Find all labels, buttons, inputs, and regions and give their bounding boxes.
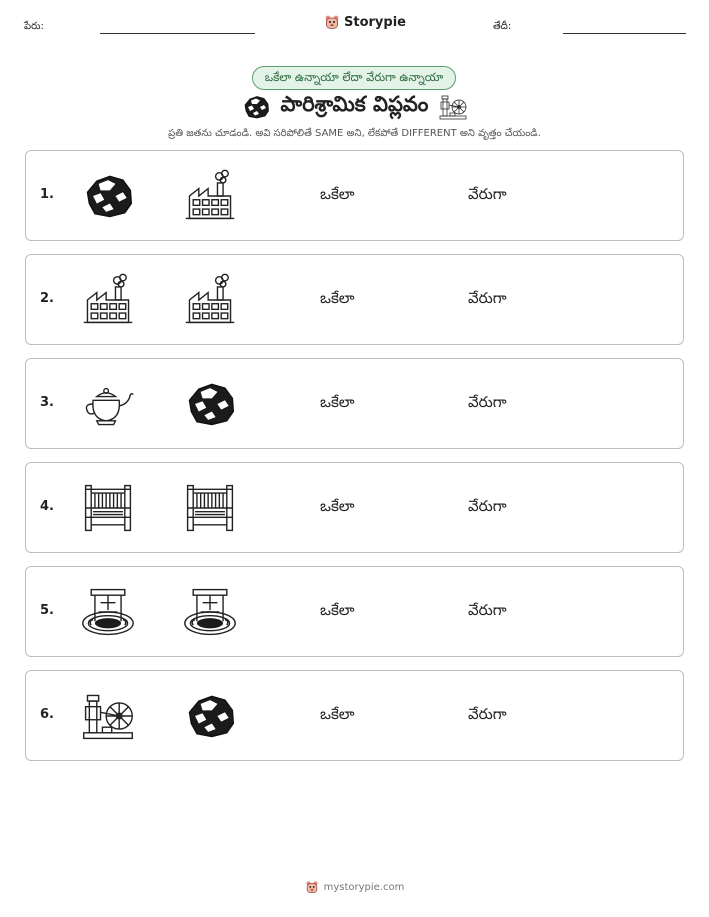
loom-icon xyxy=(80,480,136,536)
question-number: 2. xyxy=(40,291,54,306)
question-number: 4. xyxy=(40,499,54,514)
coal-icon xyxy=(241,92,271,122)
brand-logo xyxy=(324,14,406,30)
different-option[interactable]: వేరుగా xyxy=(468,185,507,203)
same-option[interactable]: ఒకేలా xyxy=(320,705,355,723)
question-row-6 xyxy=(25,670,684,761)
steam-engine-icon xyxy=(438,92,468,122)
loom-icon xyxy=(182,480,238,536)
coal-icon xyxy=(182,688,238,744)
footer xyxy=(0,880,709,894)
question-number: 5. xyxy=(40,603,54,618)
name-field[interactable] xyxy=(100,33,255,34)
same-option[interactable]: ఒకేలా xyxy=(320,497,355,515)
teapot-icon xyxy=(80,376,136,432)
question-row-3 xyxy=(25,358,684,449)
date-field[interactable] xyxy=(563,33,686,34)
date-label: తేదీ: xyxy=(493,21,512,32)
mine-shaft-icon xyxy=(80,584,136,640)
coal-icon xyxy=(80,168,136,224)
different-option[interactable]: వేరుగా xyxy=(468,393,507,411)
mine-shaft-icon xyxy=(182,584,238,640)
same-option[interactable]: ఒకేలా xyxy=(320,289,355,307)
name-label: పేరు: xyxy=(24,21,44,32)
title-row xyxy=(0,90,709,124)
different-option[interactable]: వేరుగా xyxy=(468,705,507,723)
brand-name: Storypie xyxy=(344,14,406,30)
question-number: 1. xyxy=(40,187,54,202)
same-option[interactable]: ఒకేలా xyxy=(320,601,355,619)
instructions: ప్రతి జతను చూడండి. అవి సరిపోలితే SAME అని, లేకపోతే DIFFERENT అని వృత్తం చేయండి. xyxy=(168,128,541,139)
question-row-2 xyxy=(25,254,684,345)
question-number: 3. xyxy=(40,395,54,410)
different-option[interactable]: వేరుగా xyxy=(468,497,507,515)
coal-icon xyxy=(182,376,238,432)
footer-url[interactable]: mystorypie.com xyxy=(323,881,405,893)
mascot-icon xyxy=(305,880,319,894)
factory-icon xyxy=(182,168,238,224)
page-title: పారిశ్రామిక విప్లవం xyxy=(280,92,429,116)
factory-icon xyxy=(80,272,136,328)
worksheet-type-badge: ఒకేలా ఉన్నాయా లేదా వేరుగా ఉన్నాయా xyxy=(252,66,456,90)
different-option[interactable]: వేరుగా xyxy=(468,289,507,307)
steam-engine-icon xyxy=(80,688,136,744)
question-row-1 xyxy=(25,150,684,241)
question-number: 6. xyxy=(40,707,54,722)
mascot-icon xyxy=(324,14,340,30)
different-option[interactable]: వేరుగా xyxy=(468,601,507,619)
question-row-4 xyxy=(25,462,684,553)
factory-icon xyxy=(182,272,238,328)
question-row-5 xyxy=(25,566,684,657)
same-option[interactable]: ఒకేలా xyxy=(320,185,355,203)
same-option[interactable]: ఒకేలా xyxy=(320,393,355,411)
